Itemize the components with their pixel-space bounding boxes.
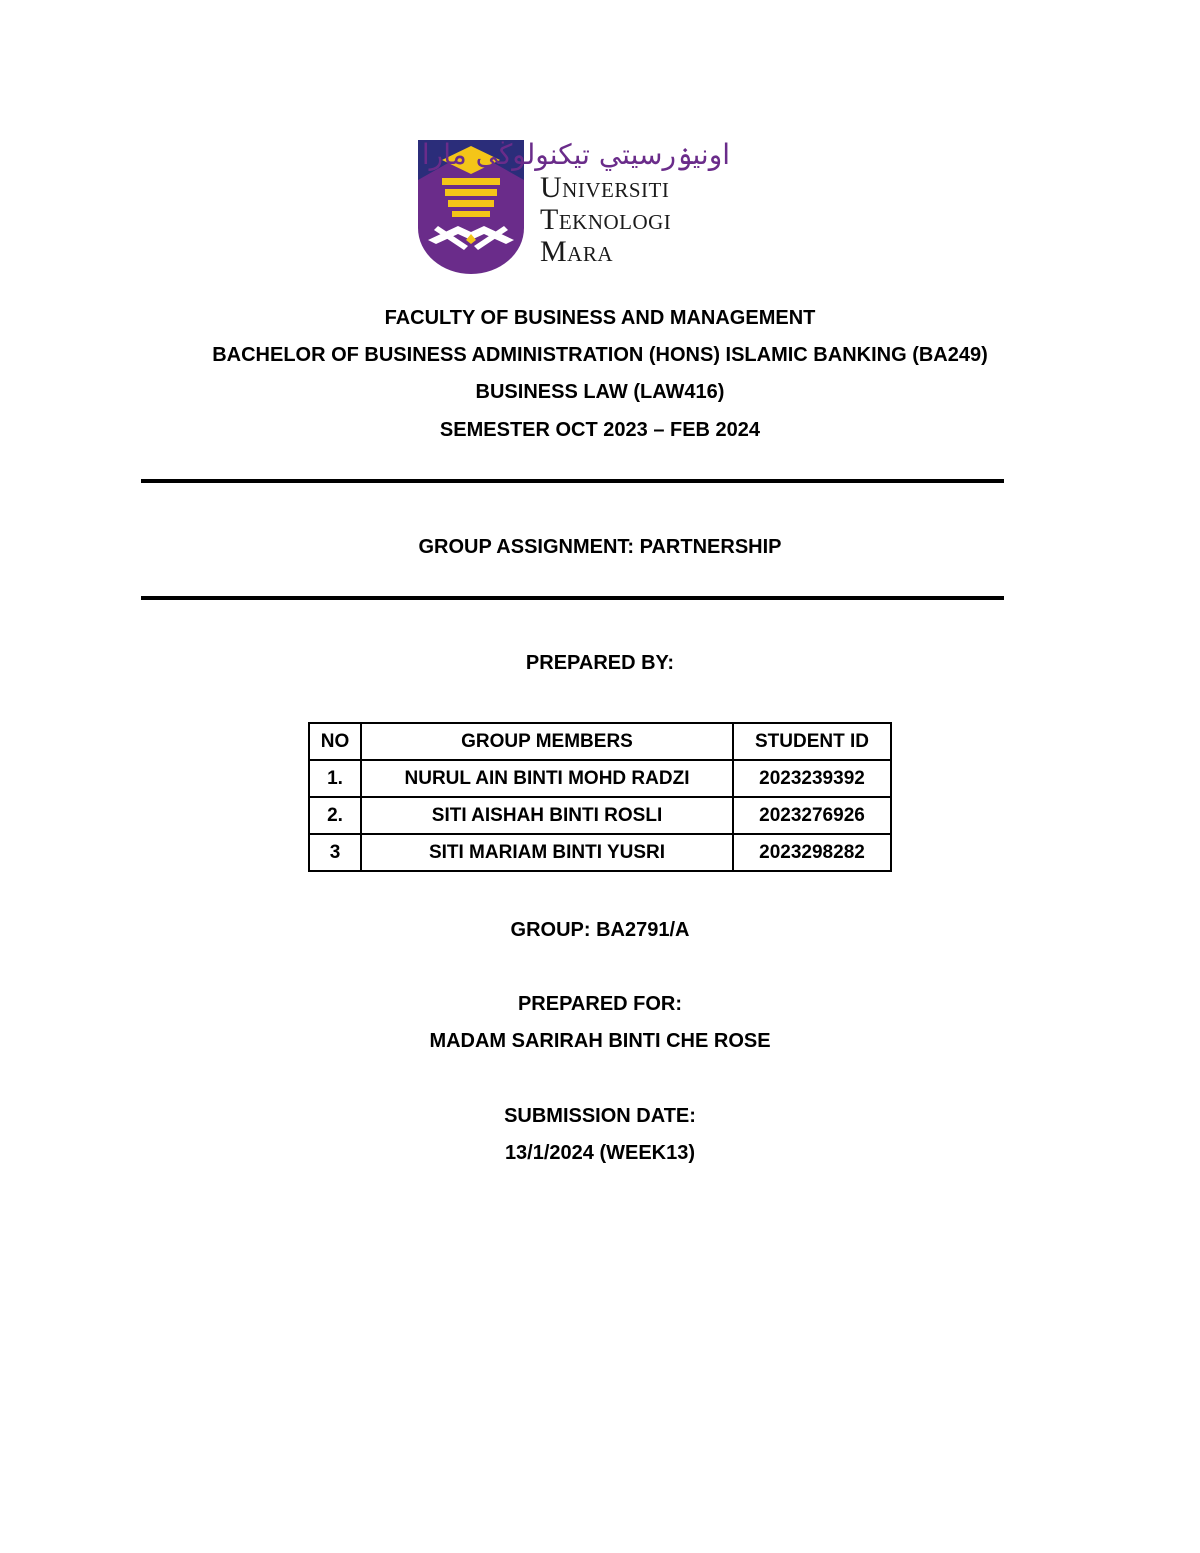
table-row bbox=[309, 834, 891, 871]
logo-line-3: Mara bbox=[540, 235, 614, 268]
member-no: 3 bbox=[309, 834, 361, 871]
table-row bbox=[309, 797, 891, 834]
assignment-title: GROUP ASSIGNMENT: PARTNERSHIP bbox=[418, 536, 782, 558]
header-group-members: GROUP MEMBERS bbox=[361, 723, 733, 760]
member-name: SITI AISHAH BINTI ROSLI bbox=[361, 797, 733, 834]
lecturer-name: MADAM SARIRAH BINTI CHE ROSE bbox=[429, 1030, 771, 1052]
logo-line-1: Universiti bbox=[540, 171, 670, 204]
group-code: GROUP: BA2791/A bbox=[510, 919, 690, 941]
member-id: 2023276926 bbox=[733, 797, 891, 834]
submission-date-label: SUBMISSION DATE: bbox=[504, 1105, 696, 1127]
header-student-id: STUDENT ID bbox=[733, 723, 891, 760]
member-id: 2023298282 bbox=[733, 834, 891, 871]
university-logo bbox=[418, 138, 730, 274]
member-id: 2023239392 bbox=[733, 760, 891, 797]
logo-jawi-text: اونيۏرسيتي تيكنولوڬي مارا bbox=[421, 138, 730, 171]
header-no: NO bbox=[309, 723, 361, 760]
prepared-by-label: PREPARED BY: bbox=[525, 652, 675, 674]
semester-heading: SEMESTER OCT 2023 – FEB 2024 bbox=[439, 419, 761, 441]
member-name: SITI MARIAM BINTI YUSRI bbox=[361, 834, 733, 871]
logo-wordmark bbox=[540, 172, 730, 268]
bottom-divider bbox=[141, 596, 1004, 600]
submission-date: 13/1/2024 (WEEK13) bbox=[504, 1142, 696, 1164]
program-heading: BACHELOR OF BUSINESS ADMINISTRATION (HONS) ISLAMIC BANKING (BA249) bbox=[212, 344, 988, 366]
table-header-row bbox=[309, 723, 891, 760]
faculty-heading: FACULTY OF BUSINESS AND MANAGEMENT bbox=[384, 307, 816, 329]
member-no: 2. bbox=[309, 797, 361, 834]
member-name: NURUL AIN BINTI MOHD RADZI bbox=[361, 760, 733, 797]
table-row bbox=[309, 760, 891, 797]
member-no: 1. bbox=[309, 760, 361, 797]
logo-line-2: Teknologi bbox=[540, 203, 672, 236]
members-table bbox=[308, 722, 892, 872]
top-divider bbox=[141, 479, 1004, 483]
logo-text bbox=[421, 138, 730, 268]
prepared-for-label: PREPARED FOR: bbox=[517, 993, 683, 1015]
course-heading: BUSINESS LAW (LAW416) bbox=[475, 381, 725, 403]
